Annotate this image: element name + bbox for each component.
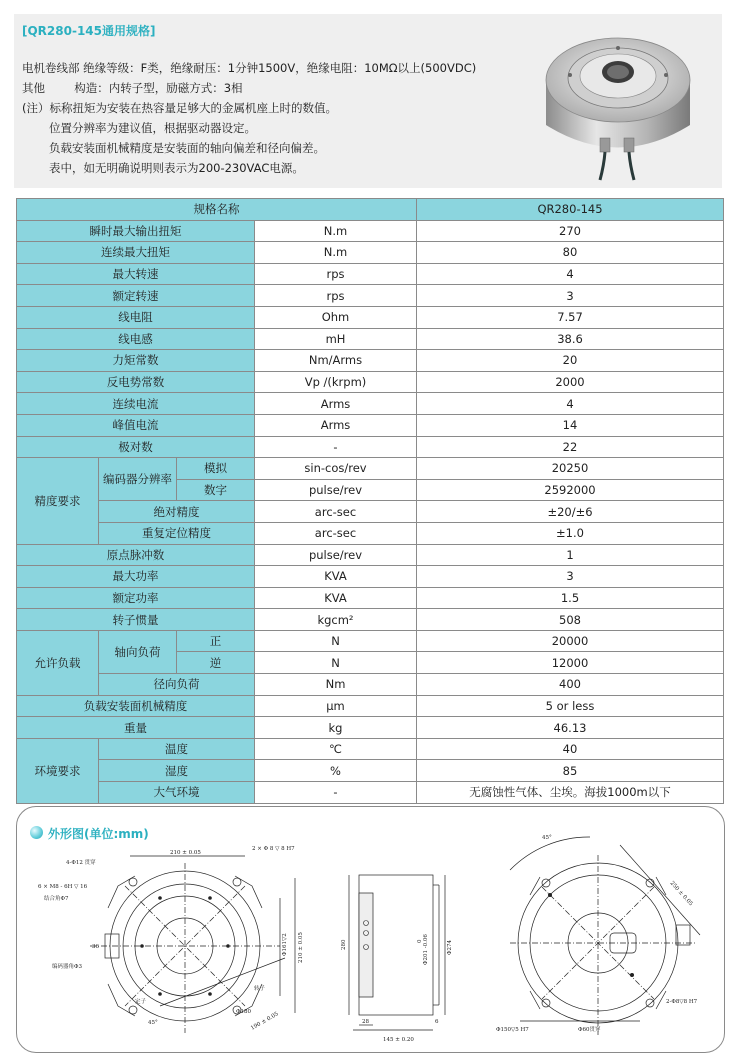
row-unit: μm [255,695,417,717]
row-name: 大气环境 [99,782,255,804]
row-name: 最大功率 [17,566,255,588]
row-value: 85 [417,760,724,782]
drawing-title: 外形图(单位:mm) [48,827,149,841]
dim-text: 190 ± 0.05 [250,1011,280,1032]
dim-text: 210 ± 0.05 [170,850,201,856]
table-row [17,414,724,436]
row-unit: Nm/Arms [255,350,417,372]
table-row [17,566,724,588]
row-value: 508 [417,609,724,631]
table-row [17,717,724,739]
row-value: 12000 [417,652,724,674]
table-row [17,220,724,242]
table-row [17,782,724,804]
dim-text: 0 [417,939,423,943]
row-unit: KVA [255,566,417,588]
row-name: 线电感 [17,328,255,350]
table-row [17,393,724,415]
dim-text: 编码器角Φ3 [52,964,83,970]
table-row [17,738,724,760]
spec-notes [22,58,476,178]
row-value: 400 [417,674,724,696]
row-name: 额定功率 [17,587,255,609]
row-value: 5 or less [417,695,724,717]
note-accuracy: 负载安装面机械精度是安装面的轴向偏差和径向偏差。 [49,141,325,155]
dim-text: 250 ± 0.05 [668,880,694,908]
dim-text: Φ274 [447,939,453,955]
note-insulation: 电机卷线部 绝缘等级：F类，绝缘耐压：1分钟1500V，绝缘电阻：10MΩ以上(500VDC) [22,61,477,75]
row-value: 7.57 [417,306,724,328]
row-unit: N [255,630,417,652]
table-row [17,501,724,523]
row-unit: arc-sec [255,501,417,523]
row-value: 270 [417,220,724,242]
row-name: 数字 [177,479,255,501]
row-unit: Ohm [255,306,417,328]
group-environment: 环境要求 [17,738,99,803]
spec-table [16,198,724,804]
table-row [17,522,724,544]
table-row [17,458,724,480]
row-unit: rps [255,263,417,285]
table-row [17,674,724,696]
row-unit: kg [255,717,417,739]
table-row [17,630,724,652]
back-view-drawing [480,825,720,1047]
row-value: 无腐蚀性气体、尘埃。海拔1000m以下 [417,782,724,804]
group-load: 允许负载 [17,630,99,695]
row-name: 湿度 [99,760,255,782]
row-unit: kgcm² [255,609,417,631]
row-value: 20250 [417,458,724,480]
table-row [17,242,724,264]
note-structure: 其他 构造：内转子型，励磁方式：3相 [22,81,243,95]
row-name: 温度 [99,738,255,760]
header-model: QR280-145 [417,199,724,221]
table-row [17,760,724,782]
row-name: 连续最大扭矩 [17,242,255,264]
row-name: 极对数 [17,436,255,458]
row-name: 重复定位精度 [99,522,255,544]
dim-text: 45° [148,1020,158,1026]
row-unit: pulse/rev [255,544,417,566]
row-value: 4 [417,263,724,285]
row-unit: Arms [255,393,417,415]
row-unit: arc-sec [255,522,417,544]
row-unit: sin-cos/rev [255,458,417,480]
row-name: 模拟 [177,458,255,480]
row-value: 20 [417,350,724,372]
dim-text: 28 [362,1019,369,1025]
header-spec-name: 规格名称 [17,199,417,221]
row-name: 重量 [17,717,255,739]
row-unit: Nm [255,674,417,696]
dim-text: 6 × M8 - 6H ▽ 16 [38,884,88,890]
note-resolution: 位置分辨率为建议值，根据驱动器设定。 [49,121,256,135]
row-value: 3 [417,566,724,588]
row-name: 力矩常数 [17,350,255,372]
row-unit: Arms [255,414,417,436]
dim-text: 2 × Φ 8 ▽ 8 H7 [252,846,295,852]
table-row [17,587,724,609]
row-value: 46.13 [417,717,724,739]
row-name: 正 [177,630,255,652]
row-unit: - [255,436,417,458]
row-value: 80 [417,242,724,264]
row-value: 2592000 [417,479,724,501]
note-voltage: 表中，如无明确说明则表示为200-230VAC电源。 [49,161,304,175]
side-view-drawing [335,855,455,1050]
row-name: 负载安装面机械精度 [17,695,255,717]
row-unit: N.m [255,242,417,264]
dim-text: Φ150▽5 H7 [496,1027,529,1033]
axial-load-label: 轴向负荷 [99,630,177,673]
row-name: 瞬时最大输出扭矩 [17,220,255,242]
row-value: 4 [417,393,724,415]
row-value: ±20/±6 [417,501,724,523]
row-value: 1 [417,544,724,566]
row-unit: pulse/rev [255,479,417,501]
row-value: 38.6 [417,328,724,350]
dim-text: 定子 [135,999,147,1005]
row-value: 22 [417,436,724,458]
row-name: 额定转速 [17,285,255,307]
row-unit: % [255,760,417,782]
row-name: 逆 [177,652,255,674]
group-accuracy: 精度要求 [17,458,99,544]
dim-text: 210 ± 0.05 [298,932,304,963]
dim-text: Φ180 [236,1009,252,1015]
row-name: 转子惯量 [17,609,255,631]
row-name: 最大转速 [17,263,255,285]
dim-text: 36 [92,944,99,950]
row-value: ±1.0 [417,522,724,544]
row-value: 1.5 [417,587,724,609]
dim-text: Φ161▽2 [282,933,288,956]
row-unit: N [255,652,417,674]
dim-text: 结合角Φ7 [44,896,69,902]
row-value: 40 [417,738,724,760]
dim-text: Φ60贯穿 [578,1027,601,1033]
encoder-resolution-label: 编码器分辨率 [99,458,177,501]
row-unit: - [255,782,417,804]
row-value: 14 [417,414,724,436]
table-row [17,263,724,285]
table-row [17,328,724,350]
motor-photo [538,20,698,182]
row-unit: N.m [255,220,417,242]
table-row [17,609,724,631]
dim-text: 转子 [254,986,266,992]
dim-text: 4-Φ12 贯穿 [66,860,96,866]
front-view-drawing [30,838,330,1048]
table-row [17,436,724,458]
dim-text: 280 [341,939,347,950]
dim-text: 2-Φ8▽8 H7 [666,999,698,1005]
row-value: 3 [417,285,724,307]
table-header-row [17,199,724,221]
dim-text: 45° [542,835,552,841]
row-name: 绝对精度 [99,501,255,523]
row-name: 原点脉冲数 [17,544,255,566]
row-name: 径向负荷 [99,674,255,696]
table-row [17,285,724,307]
row-value: 20000 [417,630,724,652]
row-unit: rps [255,285,417,307]
model-title: [QR280-145通用规格] [22,24,156,38]
table-row [17,306,724,328]
row-unit: KVA [255,587,417,609]
row-unit: ℃ [255,738,417,760]
dim-text: 6 [435,1019,439,1025]
dim-text: 145 ± 0.20 [383,1037,414,1043]
row-value: 2000 [417,371,724,393]
row-name: 线电阻 [17,306,255,328]
row-name: 反电势常数 [17,371,255,393]
row-unit: mH [255,328,417,350]
row-name: 连续电流 [17,393,255,415]
table-row [17,350,724,372]
dim-text: Φ201 -0.06 [423,934,429,965]
table-row [17,371,724,393]
note-torque: (注）标称扭矩为安装在热容量足够大的金属机座上时的数值。 [22,101,337,115]
row-unit: Vp /(krpm) [255,371,417,393]
table-row [17,544,724,566]
table-row [17,695,724,717]
row-name: 峰值电流 [17,414,255,436]
